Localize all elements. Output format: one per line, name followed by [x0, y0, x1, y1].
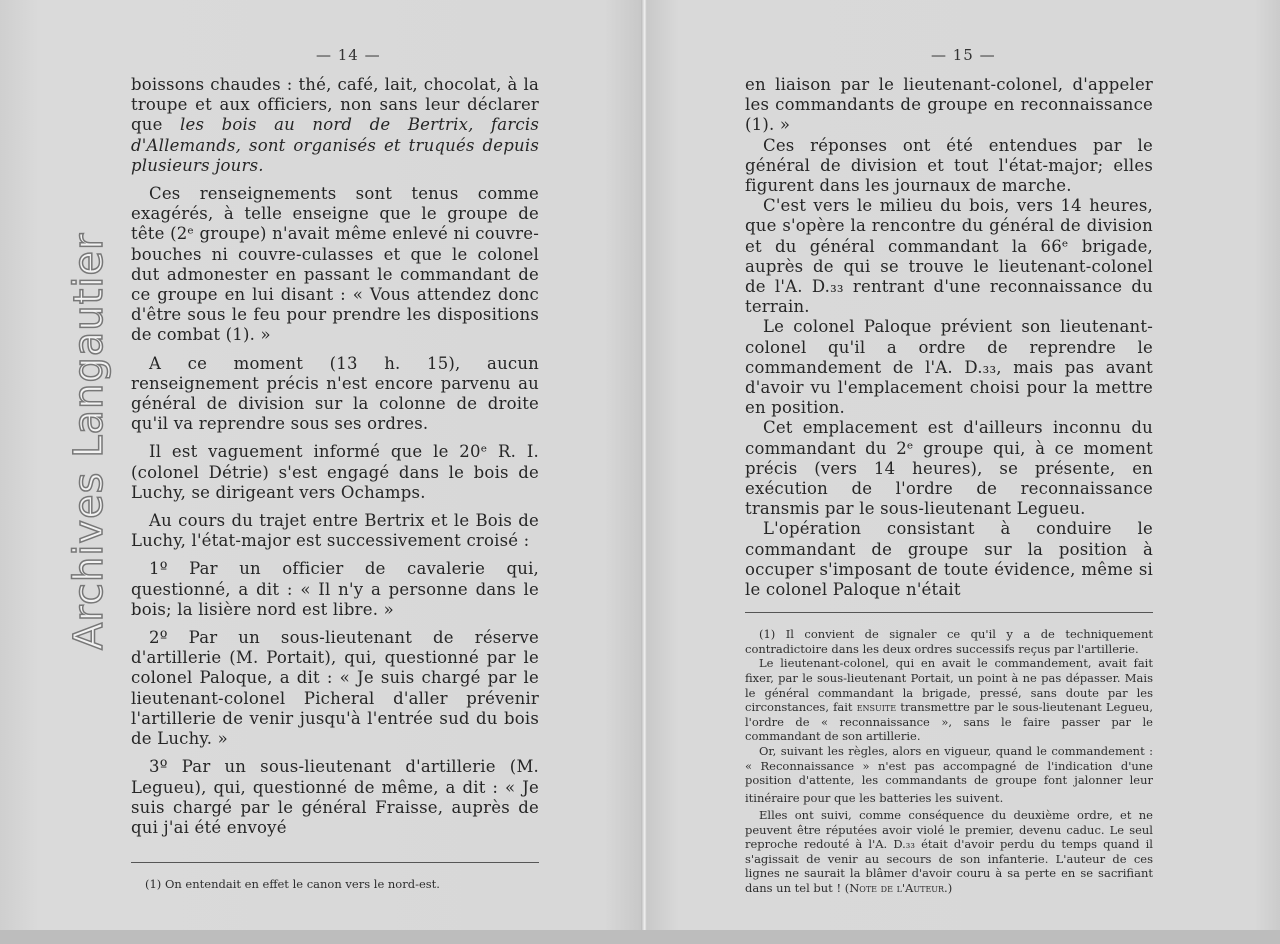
footnote-continued	[745, 808, 1153, 896]
right-text-column	[745, 75, 1153, 896]
paragraph: en liaison par le lieutenant-colonel, d'appeler les commandants de groupe en reconnaissance (1). »	[745, 75, 1153, 135]
footnote-text: transmettre par le sous-lieutenant Legueu, l'ordre de « reconnaissance », sans le faire passer par le commandant de son artillerie.	[745, 700, 1153, 744]
page-number-15: — 15 —	[931, 46, 996, 64]
footnote-continued	[745, 656, 1153, 744]
paragraph: A ce moment (13 h. 15), aucun renseignement précis n'est encore parvenu au général de division sur la colonne de droite qu'il va reprendre sous ses ordres.	[131, 353, 539, 434]
italic-text: les bois au nord de Bertrix, farcis d'Allemands, sont organisés et truqués depuis plusieurs jours.	[131, 115, 540, 175]
paragraph: Ces renseignements sont tenus comme exagérés, à telle enseigne que le groupe de tête (2ᵉ groupe) n'avait même enlevé ni couvre-bouches ni couvre-culasses et que le colonel dut admonester en passant le commandant de ce groupe en lui disant : « Vous attendez donc d'être sous le feu pour prendre les dispositions de combat (1). »	[131, 184, 539, 345]
small-caps-text: ensuite	[856, 700, 897, 715]
paragraph: Le colonel Paloque prévient son lieutenant-colonel qu'il a ordre de reprendre le commandement de l'A. D.₃₃, mais pas avant d'avoir vu l'emplacement choisi pour la mettre en position.	[745, 317, 1153, 418]
paragraph: 2º Par un sous-lieutenant de réserve d'artillerie (M. Portait), qui, questionné par le colonel Paloque, a dit : « Je suis chargé par le lieutenant-colonel Picheral d'aller prévenir l'artillerie de venir jusqu'à l'entrée sud du bois de Luchy. »	[131, 628, 539, 749]
watermark-text: Archives Langautier	[66, 232, 112, 650]
paragraph: L'opération consistant à conduire le commandant de groupe sur la position à occuper s'imposant de toute évidence, même si le colonel Paloque n'était	[745, 519, 1153, 600]
page-bottom-edge	[0, 930, 1280, 944]
footnote: (1) On entendait en effet le canon vers le nord-est.	[145, 877, 440, 892]
watermark	[12, 232, 112, 670]
paragraph: Il est vaguement informé que le 20ᵉ R. I. (colonel Détrie) s'est engagé dans le bois de Luchy, se dirigeant vers Ochamps.	[131, 442, 539, 502]
author-note: Note de l'Auteur.	[849, 880, 948, 895]
paragraph	[131, 75, 539, 176]
right-page	[647, 0, 1280, 944]
paragraph: Cet emplacement est d'ailleurs inconnu du commandant du 2ᵉ groupe qui, à ce moment précis (vers 14 heures), se présente, en exécution de l'ordre de reconnaissance transmis par le sous-lieutenant Legueu.	[745, 418, 1153, 519]
footnote-divider	[131, 862, 539, 863]
footnote-text: Or, suivant les règles, alors en vigueur, quand le commandement : « Reconnaissance » n'est pas accompagné de l'indication d'une position d'attente, les commandants de groupe font jalonner leur itinéraire pour que les batteries	[745, 744, 1153, 805]
paragraph: C'est vers le milieu du bois, vers 14 heures, que s'opère la rencontre du général de division et du général commandant la 66ᵉ brigade, auprès de qui se trouve le lieutenant-colonel de l'A. D.₃₃ rentrant d'une reconnaissance du terrain.	[745, 196, 1153, 317]
paragraph: 1º Par un officier de cavalerie qui, questionné, a dit : « Il n'y a personne dans le bois; la lisière nord est libre. »	[131, 559, 539, 619]
paragraph: 3º Par un sous-lieutenant d'artillerie (M. Legueu), qui, questionné de même, a dit : « Je suis chargé par le général Fraisse, auprès de qui j'ai été envoyé	[131, 757, 539, 837]
paragraph: Au cours du trajet entre Bertrix et le Bois de Luchy, l'état-major est successivement croisé :	[131, 511, 539, 551]
footnote-continued	[745, 744, 1153, 808]
italic-text: les suivent.	[935, 790, 1004, 805]
footnote-divider	[745, 612, 1153, 613]
paragraph: Ces réponses ont été entendues par le général de division et tout l'état-major; elles figurent dans les journaux de marche.	[745, 135, 1153, 196]
footnote-text: Elles ont suivi, comme conséquence du deuxième ordre, et ne peuvent être réputées avoir violé le premier, devenu caduc. Le seul reproche redouté à l'A. D.₃₃ était d'avoir perdu du temps quand il s'agissait de venir au secours de son infanterie. L'auteur de ces lignes ne saurait la blâmer d'avoir couru à sa perte en se sacrifiant dans un tel but ! (	[745, 808, 1153, 895]
footnote-text: )	[947, 880, 953, 895]
footnote-text: Le lieutenant-colonel, qui en avait le commandement, avait fait fixer, par le sous-lieutenant Portait, un point à ne pas dépasser. Mais le général commandant la brigade, pressé, sans doute par les circonstances, fait	[745, 656, 1153, 715]
paragraph-text: boissons chaudes : thé, café, lait, chocolat, à la troupe et aux officiers, non sans leur déclarer que	[131, 75, 539, 135]
left-text-column	[131, 75, 539, 892]
page-number-14: — 14 —	[316, 46, 381, 64]
footnote: (1) Il convient de signaler ce qu'il y a de techniquement contradictoire dans les deux ordres successifs reçus par l'artillerie.	[745, 627, 1153, 656]
